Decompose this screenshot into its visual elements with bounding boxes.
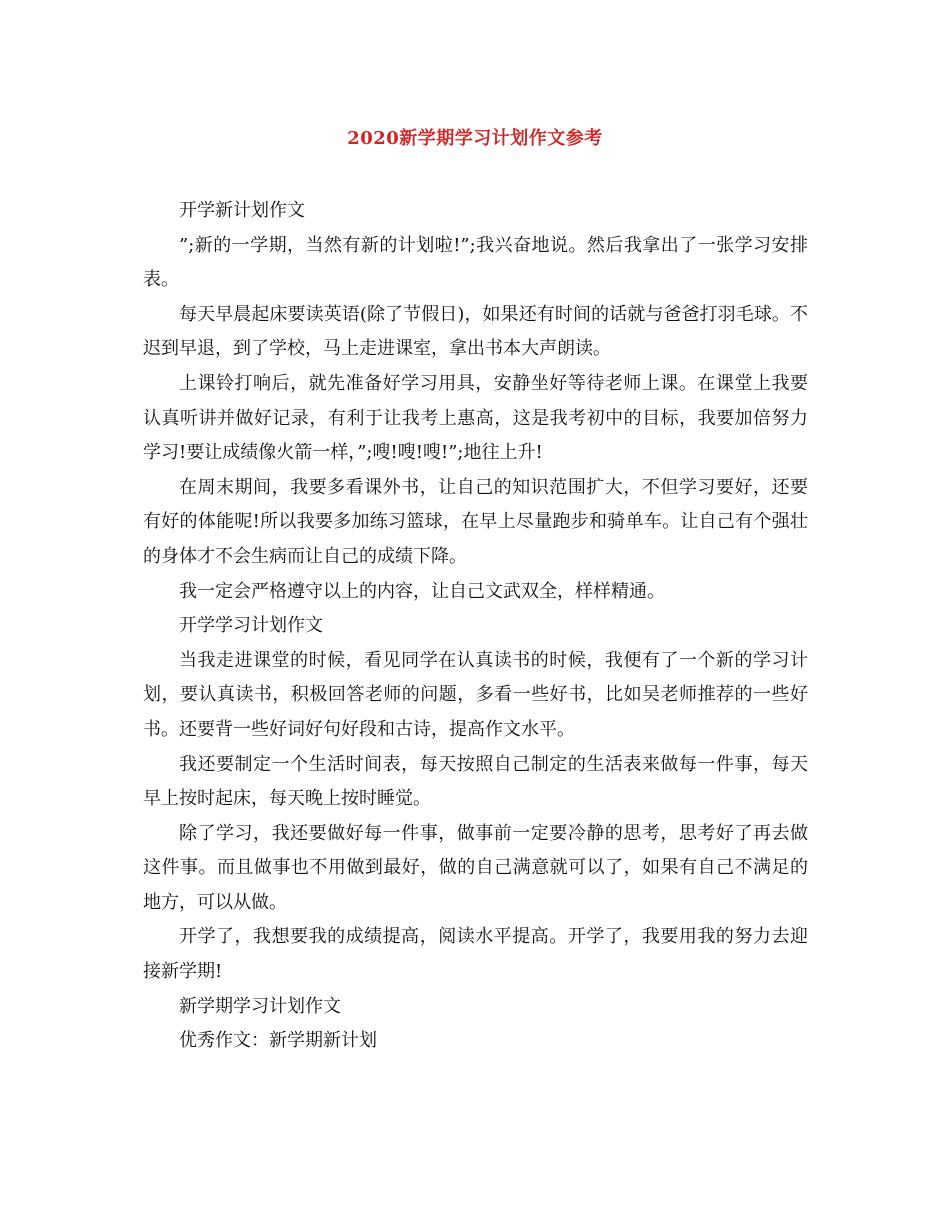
paragraph: 每天早晨起床要读英语(除了节假日)，如果还有时间的话就与爸爸打羽毛球。不迟到早退，到了学校，马上走进课室，拿出书本大声朗读。 [143, 303, 808, 360]
section-heading: 新学期学习计划作文 [179, 995, 341, 1017]
document-title: 2020新学期学习计划作文参考 [347, 128, 603, 149]
paragraph: ”;新的一学期，当然有新的计划啦!”;我兴奋地说。然后我拿出了一张学习安排表。 [143, 234, 808, 291]
section-heading: 开学学习计划作文 [179, 615, 323, 637]
paragraph: 当我走进课堂的时候，看见同学在认真读书的时候，我便有了一个新的学习计划，要认真读书，积极回答老师的问题，多看一些好书，比如吴老师推荐的一些好书。还要背一些好词好句好段和古诗，提高作文水平。 [143, 649, 808, 740]
paragraph: 我还要制定一个生活时间表，每天按照自己制定的生活表来做每一件事，每天早上按时起床，每天晚上按时睡觉。 [143, 753, 808, 810]
paragraph: 在周末期间，我要多看课外书，让自己的知识范围扩大，不但学习要好，还要有好的体能呢!所以我要多加练习篮球，在早上尽量跑步和骑单车。让自己有个强壮的身体才不会生病而让自己的成绩下降。 [143, 476, 808, 567]
paragraph: 上课铃打响后，就先准备好学习用具，安静坐好等待老师上课。在课堂上我要认真听讲并做好记录，有利于让我考上惠高，这是我考初中的目标，我要加倍努力学习!要让成绩像火箭一样，”;嗖!嗖!嗖!”;地往上升! [143, 372, 808, 464]
paragraph: 我一定会严格遵守以上的内容，让自己文武双全，样样精通。 [179, 580, 665, 602]
document-body [143, 194, 808, 1059]
paragraph: 开学了，我想要我的成绩提高，阅读水平提高。开学了，我要用我的努力去迎接新学期! [143, 926, 808, 983]
section-heading: 开学新计划作文 [179, 200, 305, 221]
section-heading: 优秀作文：新学期新计划 [179, 1030, 377, 1052]
paragraph: 除了学习，我还要做好每一件事，做事前一定要冷静的思考，思考好了再去做这件事。而且做事也不用做到最好，做的自己满意就可以了，如果有自己不满足的地方，可以从做。 [143, 822, 808, 913]
